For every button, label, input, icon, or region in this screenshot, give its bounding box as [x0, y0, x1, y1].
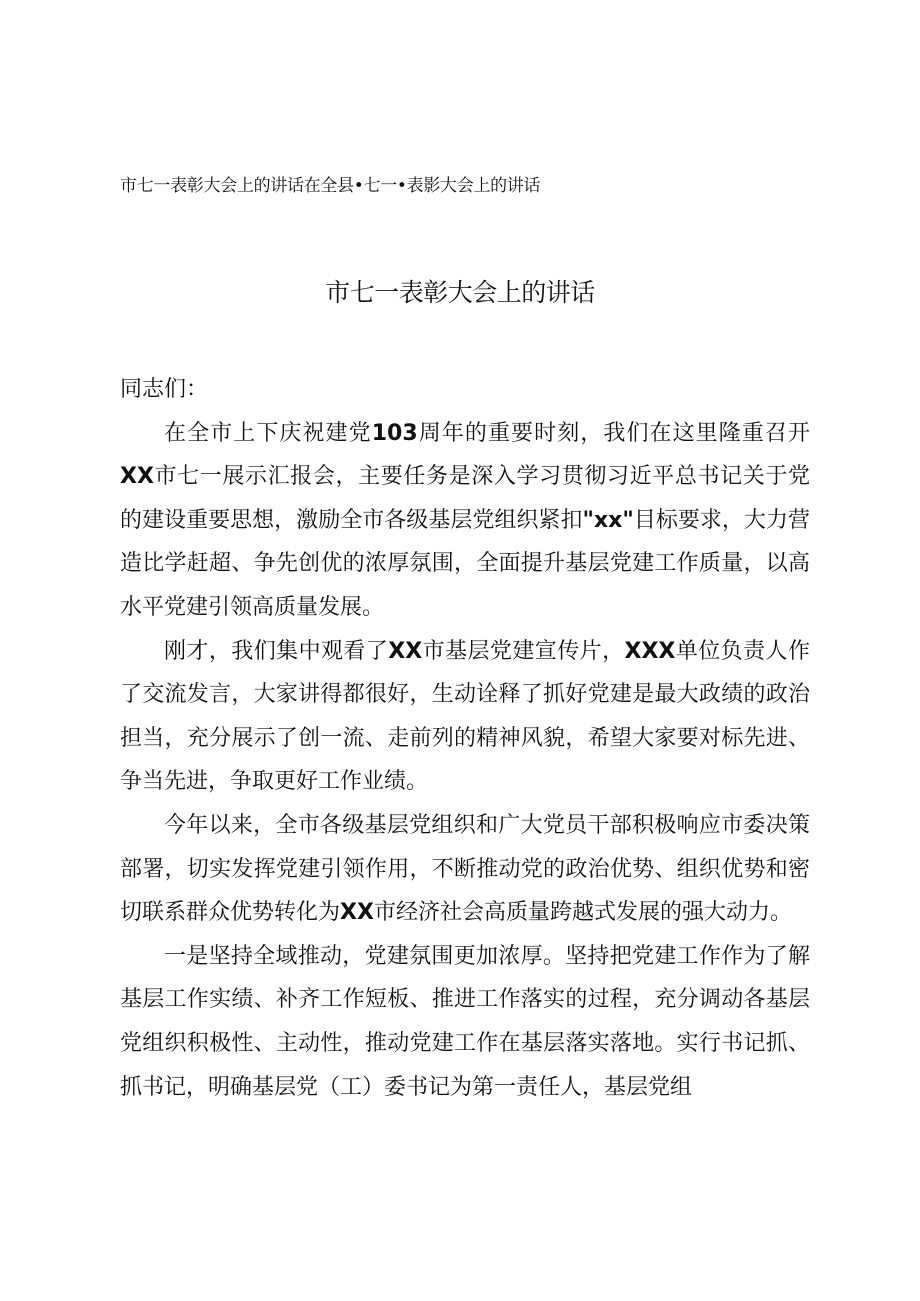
text-run: 在全市上下庆祝建党: [164, 420, 372, 446]
document-header-line: 市七一表彰大会上的讲话在全县•七一•表影大会上的讲话: [120, 176, 541, 196]
text-run: 今年以来，全市各级基层党组织和广大党员干部积极响应市委决策部署，切实发挥党建引领作用，不断推动党的政治优势、组织优势和密切联系群众优势转化为: [120, 812, 810, 926]
text-run: 目标要求，大力营造比学赶超、争先创优的浓厚氛围，全面提升基层党建工作质量，以高水平党建引领高质量发展。: [120, 507, 810, 620]
emphasis-run: "xx": [582, 507, 634, 533]
text-run: 单位负责人作了交流发言，大家讲得都很好，生动诠释了抓好党建是最大政绩的政治担当，充分展示了创一流、走前列的精神风貌，希望大家要对标先进、争当先进，争取更好工作业绩。: [120, 638, 810, 795]
text-run: 市经济社会高质量跨越式发展的强大动力。: [373, 900, 792, 926]
salutation: 同志们：: [120, 377, 209, 402]
emphasis-run: 103: [371, 420, 418, 446]
emphasis-run: XX: [340, 900, 374, 926]
text-run: 市基层党建宣传片，: [422, 638, 625, 664]
text-run: 周年的重要时刻，我们在这里隆重召开: [417, 420, 810, 446]
emphasis-run: XXX: [624, 638, 676, 664]
text-run: 市七一展示汇报会，主要任务是深入学习贯彻习近平总书记关于党的建设重要思想，激励全市各级基层党组织紧扣: [120, 464, 810, 533]
paragraph: [120, 412, 810, 630]
paragraph: [120, 935, 810, 1109]
emphasis-run: XX: [120, 464, 154, 490]
text-run: 一是坚持全域推动，党建氛围更加浓厚。坚持把党建工作作为了解基层工作实绩、补齐工作短板、推进工作落实的过程，充分调动各基层党组织积极性、主动性，推动党建工作在基层落实落地。实行书记抓、抓书记，明确基层党（工）委书记为第一责任人，基层党组: [120, 943, 810, 1100]
emphasis-run: XX: [388, 638, 423, 664]
paragraph: [120, 630, 810, 804]
document-title: 市七一表彰大会上的讲话: [325, 278, 595, 307]
text-run: 刚才，我们集中观看了: [164, 638, 389, 664]
document-body: [120, 368, 810, 1109]
paragraph: [120, 804, 810, 935]
